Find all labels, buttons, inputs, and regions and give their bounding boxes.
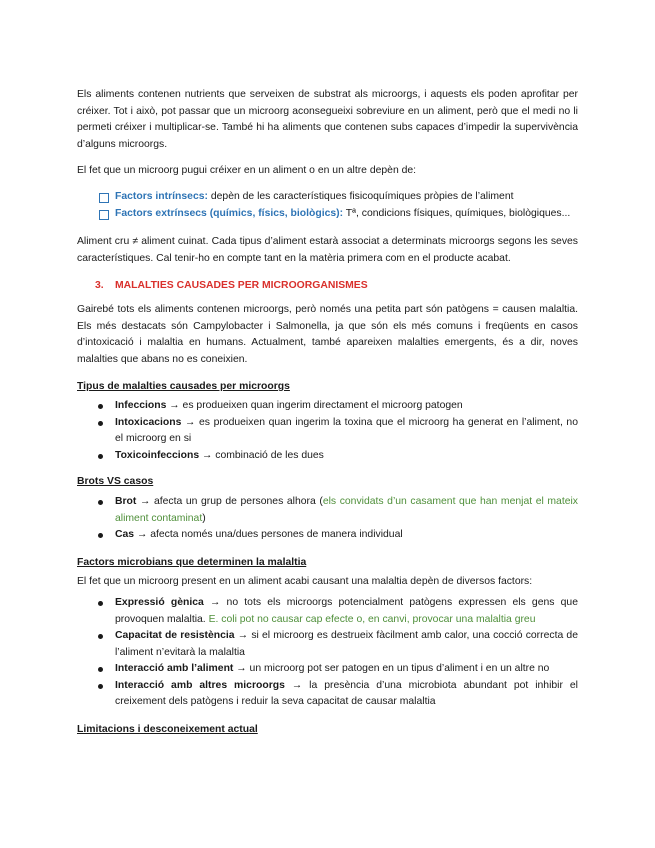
item-term: Interacció amb altres microorgs [115, 679, 285, 691]
subheading-microbial-factors: Factors microbians que determinen la malaltia [77, 557, 307, 568]
bullet-icon [98, 667, 103, 672]
microbial-factors-list [77, 595, 578, 711]
section-number: 3. [95, 280, 104, 291]
factor-term: Factors intrínsecs: [115, 191, 208, 202]
bullet-icon [98, 500, 103, 505]
item-text: → la presència d’una microbiota abundant pot inhibir el creixement dels patògens i reduir la seva capacitat de causar malaltia [115, 679, 578, 707]
section-title: MALALTIES CAUSADES PER MICROORGANISMES [115, 280, 368, 291]
checkbox-icon [99, 193, 109, 203]
item-text: → afecta només una/dues persones de manera individual [134, 529, 403, 540]
item-text: → combinació de les dues [199, 449, 324, 461]
raw-vs-cooked-paragraph: Aliment cru ≠ aliment cuinat. Cada tipus d’aliment estarà associat a determinats microorgs segons les seves característiques. Cal tenir-ho en compte tant en la matèria primera com en el producte acabat. [77, 236, 578, 264]
subheading-limitations: Limitacions i desconeixement actual [77, 724, 258, 735]
item-text: → si el microorg es destrueix fàcilment amb calor, una cocció correcta de l’aliment n’evitarà la malaltia [115, 630, 578, 658]
bullet-icon [98, 421, 103, 426]
bullet-icon [98, 533, 103, 538]
list-item [77, 206, 578, 223]
example-text: E. coli pot no causar cap efecte o, en canvi, provocar una malaltia greu [208, 613, 536, 625]
bullet-icon [98, 634, 103, 639]
item-tail: ) [202, 512, 206, 524]
pathogens-paragraph: Gairebé tots els aliments contenen microorgs, però només una petita part són patògens = causen malaltia. Els més destacats són Campylobacter i Salmonella, ja que són els més comuns i freqüents en casos d’intoxicació i malaltia en humans. Actualment, també apareixen malalties emergents, és a dir, noves malalties que abans no es coneixien. [77, 304, 578, 365]
item-term: Infeccions [115, 400, 167, 411]
item-text: → es produeixen quan ingerim directament el microorg patogen [166, 400, 463, 411]
list-item [77, 527, 578, 544]
item-term: Capacitat de resistència [115, 630, 235, 641]
example-text: els convidats d’un casament que han menjat el mateix aliment contaminat [115, 496, 578, 524]
factor-text: depèn de les característiques fisicoquímiques pròpies de l’aliment [207, 191, 514, 202]
bullet-icon [98, 601, 103, 606]
subheading-types: Tipus de malalties causades per microorgs [77, 381, 290, 392]
list-item [77, 595, 578, 628]
item-term: Cas [115, 529, 135, 540]
bullet-icon [98, 684, 103, 689]
bullet-icon [98, 404, 103, 409]
item-term: Toxicoinfeccions [115, 449, 200, 461]
item-term: Intoxicacions [115, 416, 182, 428]
disease-types-list [77, 398, 578, 464]
microbial-factors-intro: El fet que un microorg present en un aliment acabi causant una malaltia depèn de diversos factors: [77, 576, 533, 587]
list-item [77, 628, 578, 661]
list-item [77, 661, 578, 678]
list-item [77, 448, 578, 465]
list-item [77, 415, 578, 448]
item-text: → afecta un grup de persones alhora ( [136, 496, 323, 507]
item-term: Interacció amb l’aliment [115, 663, 234, 674]
item-text: → es produeixen quan ingerim la toxina que el microorg ha generat en l’aliment, no el microorg en si [115, 416, 578, 444]
factor-term: Factors extrínsecs (químics, físics, biològics): [115, 207, 344, 219]
dependency-paragraph: El fet que un microorg pugui créixer en un aliment o en un altre depèn de: [77, 165, 417, 176]
intro-paragraph: Els aliments contenen nutrients que serveixen de substrat als microorgs, i aquests els poden aprofitar per créixer. Tot i això, pot passar que un microorg aconsegueixi sobreviure en un aliment, però que el medi no li permeti créixer i multiplicar-se. També hi ha aliments que contenen subs capaces d’impedir la supervivència d’alguns microorgs. [77, 89, 578, 150]
section-heading [77, 278, 578, 295]
subheading-outbreaks: Brots VS casos [77, 476, 154, 487]
list-item [77, 678, 578, 711]
item-text: → no tots els microorgs potencialment patògens expressen els gens que provoquen malaltia. [115, 597, 578, 625]
list-item [77, 189, 578, 206]
outbreaks-list [77, 494, 578, 544]
item-term: Expressió gènica [115, 597, 204, 608]
factors-list [77, 189, 578, 222]
list-item [77, 494, 578, 527]
factor-text: Tª, condicions físiques, químiques, biològiques... [343, 207, 571, 219]
item-term: Brot [115, 496, 137, 507]
item-text: → un microorg pot ser patogen en un tipus d’aliment i en un altre no [233, 663, 550, 674]
bullet-icon [98, 454, 103, 459]
checkbox-icon [99, 210, 109, 220]
list-item [77, 398, 578, 415]
